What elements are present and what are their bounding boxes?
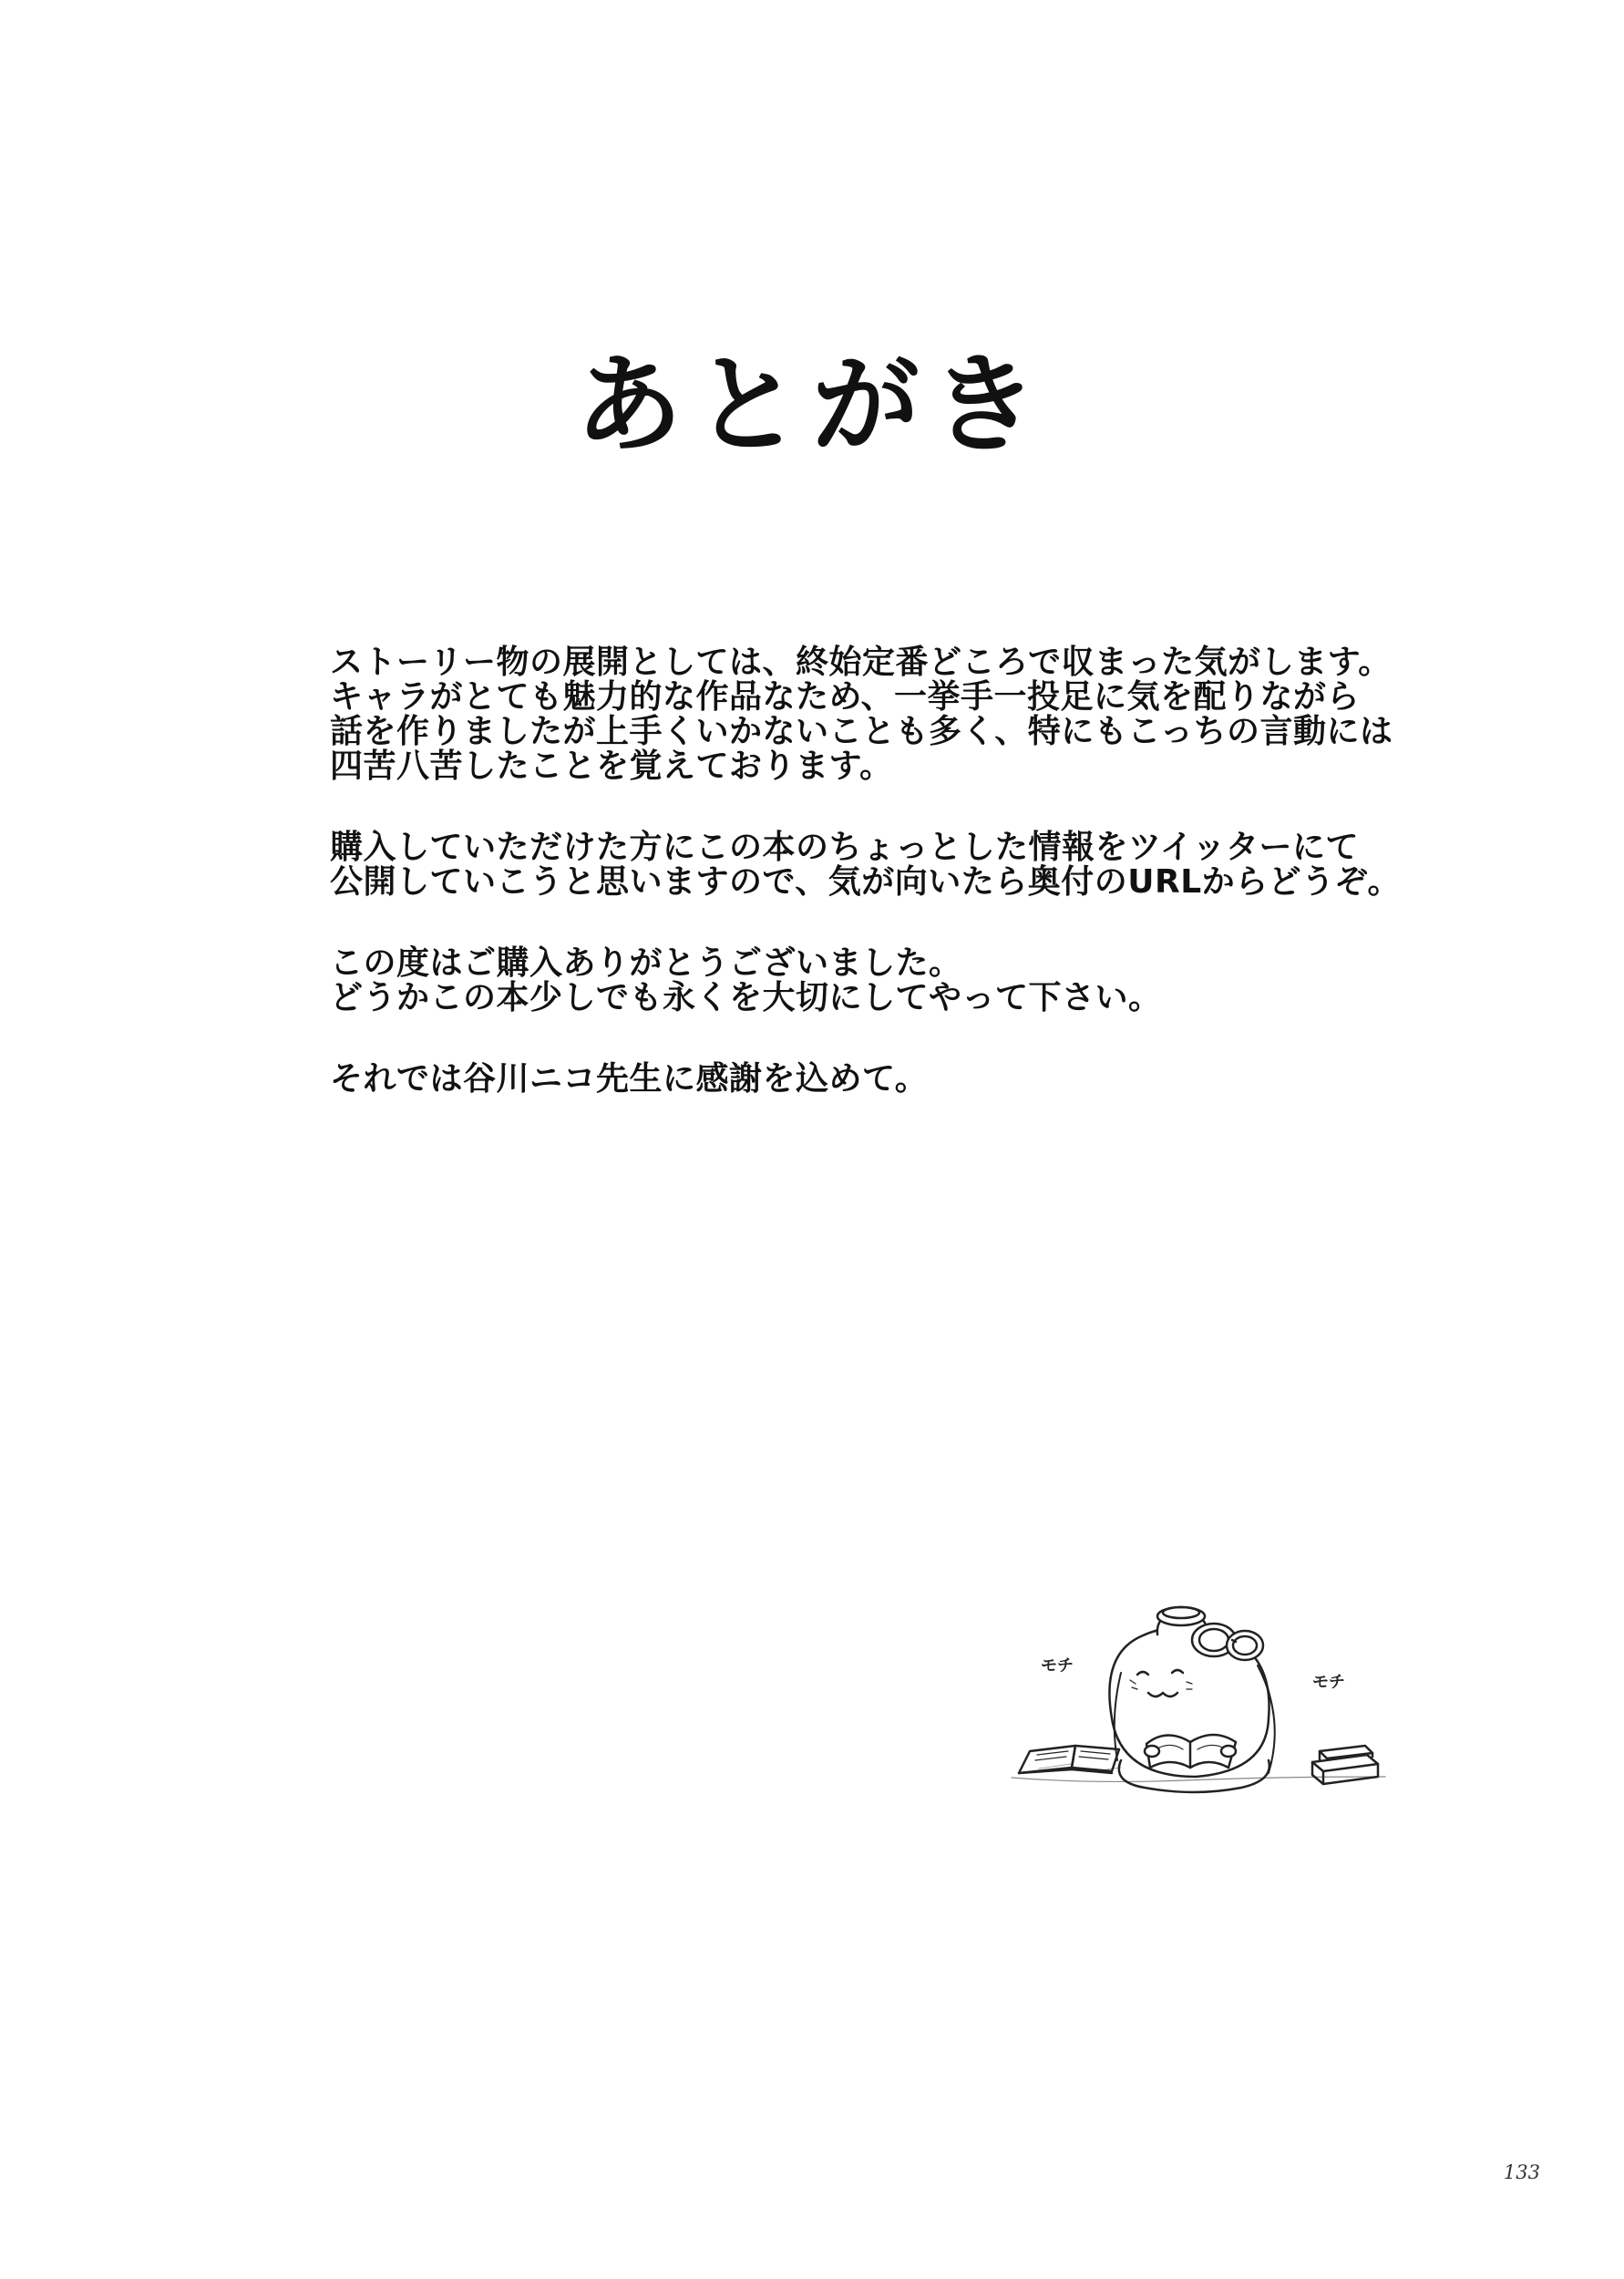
paragraph <box>330 1062 1378 1097</box>
text-line: 公開していこうと思いますので、気が向いたら奥付のURLからどうぞ。 <box>330 863 1401 901</box>
mascot-illustration <box>984 1582 1403 1819</box>
page-title: あとがき <box>574 341 1049 468</box>
paragraph <box>330 644 1393 785</box>
text-line: 四苦八苦したことを覚えております。 <box>330 748 893 785</box>
paragraph <box>330 946 1378 1016</box>
text-line: この度はご購入ありがとうございました。 <box>330 944 962 982</box>
open-book-icon <box>1019 1746 1119 1773</box>
text-line: どうかこの本少しでも永くを大切にしてやって下さい。 <box>330 979 1162 1016</box>
text-line: 話を作りましたが上手くいかないことも多く、特にもこっちの言動には <box>330 713 1393 750</box>
page-number: 133 <box>1503 2161 1540 2183</box>
paragraph <box>330 829 1401 901</box>
book-stack-icon <box>1312 1746 1378 1784</box>
sfx-left: モチ <box>1041 1656 1074 1676</box>
text-line: それでは谷川ニコ先生に感謝を込めて。 <box>330 1060 929 1098</box>
afterword-body <box>330 644 1401 1143</box>
sfx-right: モチ <box>1312 1673 1345 1692</box>
text-line: 購入していただけた方にこの本のちょっとした情報をツイッターにて <box>330 829 1359 866</box>
text-line: ストーリー物の展開としては、終始定番どころで収まった気がします。 <box>330 644 1392 681</box>
text-line: キャラがとても魅力的な作品なため、一挙手一投足に気を配りながら <box>330 678 1361 716</box>
